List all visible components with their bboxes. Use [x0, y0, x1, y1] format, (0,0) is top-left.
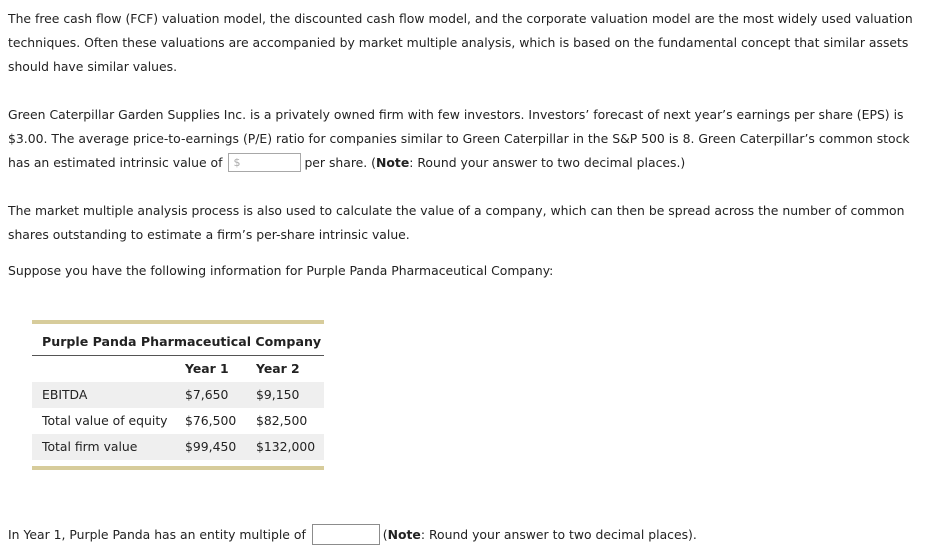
- row-year-2: $9,150: [256, 387, 300, 402]
- table-row: [32, 408, 324, 434]
- note-open-paren: (: [382, 527, 388, 542]
- market-multiple-text: The market multiple analysis process is also used to calculate the value of a company, which can then be spread across the number of common shares outstanding to estimate a firm’s per-share intrinsic value.: [8, 203, 905, 242]
- table-title: Purple Panda Pharmaceutical Company: [42, 334, 322, 349]
- entity-multiple-text: In Year 1, Purple Panda has an entity multiple of: [8, 527, 306, 542]
- intro-paragraph: [8, 7, 926, 79]
- dollar-prefix: $: [233, 156, 241, 169]
- table-row: [32, 434, 324, 460]
- row-label: Total firm value: [42, 439, 138, 454]
- suppose-text: Suppose you have the following information for Purple Panda Pharmaceutical Company:: [8, 263, 554, 278]
- row-year-1: $76,500: [185, 413, 237, 428]
- purple-panda-table: [32, 320, 324, 470]
- note-label: Note: [376, 155, 410, 170]
- table-row: [32, 382, 324, 408]
- suppose-paragraph: [8, 259, 926, 283]
- entity-multiple-paragraph: [8, 523, 926, 547]
- table-header-row: [32, 356, 324, 382]
- row-year-2: $132,000: [256, 439, 316, 454]
- per-share-text: per share. (: [304, 155, 377, 170]
- header-year-1: Year 1: [185, 361, 229, 376]
- market-multiple-paragraph: [8, 199, 926, 247]
- row-year-1: $99,450: [185, 439, 237, 454]
- entity-multiple-input[interactable]: [312, 524, 380, 545]
- green-caterpillar-text: Green Caterpillar Garden Supplies Inc. is a privately owned firm with few investors. Investors’ forecast of next year’s earnings per share (EPS) is $3.00. The average price-to-earnings (P/E) ratio for companies similar to Green Caterpillar in the S&P 500 is 8. Green Caterpillar’s common stock has an estimated intrinsic value of: [8, 107, 910, 170]
- note-text: : Round your answer to two decimal places).: [420, 527, 697, 542]
- intrinsic-value-input[interactable]: [228, 153, 301, 172]
- intro-text: The free cash flow (FCF) valuation model, the discounted cash flow model, and the corporate valuation model are the most widely used valuation techniques. Often these valuations are accompanied by market multiple analysis, which is based on the fundamental concept that similar assets should have similar values.: [8, 11, 913, 74]
- row-label: EBITDA: [42, 387, 88, 402]
- header-blank: [32, 356, 175, 382]
- table-bottom-rule: [32, 466, 324, 470]
- header-year-2: Year 2: [256, 361, 300, 376]
- row-year-2: $82,500: [256, 413, 308, 428]
- green-caterpillar-paragraph: [8, 103, 926, 175]
- row-label: Total value of equity: [42, 413, 168, 428]
- row-year-1: $7,650: [185, 387, 229, 402]
- note-text: : Round your answer to two decimal places.): [409, 155, 686, 170]
- note-label: Note: [387, 527, 421, 542]
